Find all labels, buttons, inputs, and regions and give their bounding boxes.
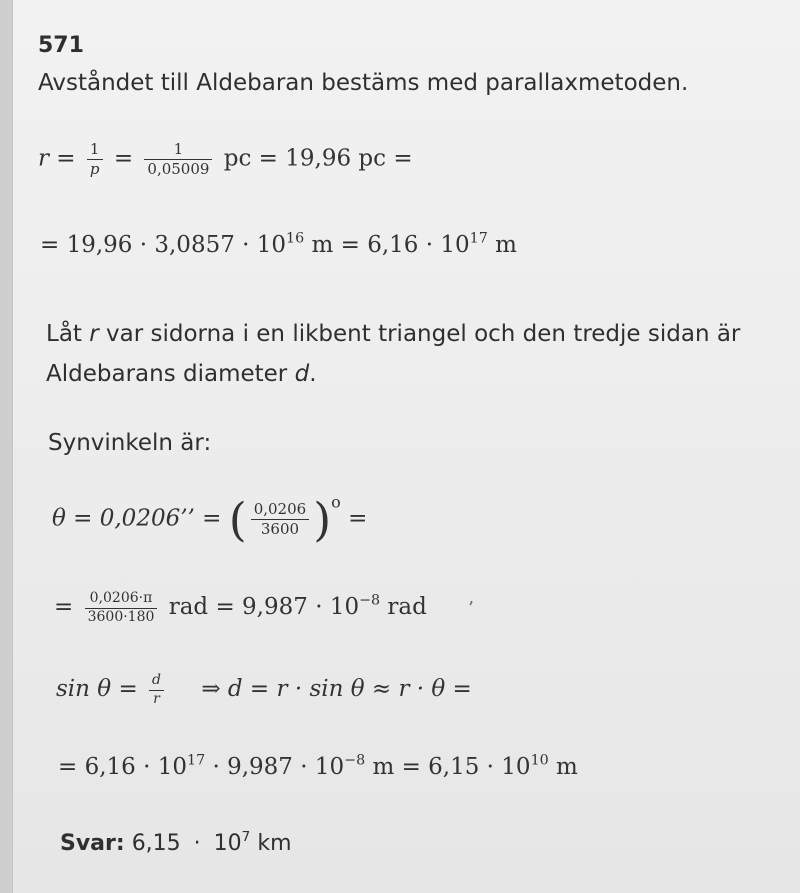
fraction-numerator: d — [149, 672, 164, 691]
answer-label: Svar: — [60, 831, 125, 856]
variable-d: d — [294, 361, 310, 387]
eq4-unit: rad — [387, 594, 427, 620]
page-edge — [0, 0, 13, 893]
text-run: . — [309, 361, 317, 387]
paragraph-line-1 — [46, 314, 740, 354]
paragraph-line-2 — [46, 354, 740, 394]
fraction-d-over-r — [149, 672, 164, 708]
close-paren: ) — [313, 492, 332, 547]
eq3-equals: = — [348, 505, 368, 532]
fraction-numerator: 0,0206·π — [85, 590, 158, 609]
eq2-exp-b: 17 — [469, 230, 488, 247]
eq4-equals: = — [54, 594, 74, 620]
equation-distance — [38, 140, 413, 179]
fraction-denominator: 3600 — [260, 519, 300, 538]
variable-r: r — [89, 321, 99, 347]
text-run: Aldebarans diameter — [46, 361, 288, 387]
eq2-part-a: = 19,96 · 3,0857 · 10 — [40, 232, 287, 258]
eq3-lhs: θ = 0,0206’’ = — [52, 505, 222, 532]
eq1-lhs: r = — [38, 145, 76, 172]
answer-exp: 7 — [241, 829, 251, 846]
eq1-rest: pc = 19,96 pc = — [223, 145, 413, 172]
fraction-denominator: 0,05009 — [147, 159, 210, 178]
fraction-numerator: 1 — [144, 140, 212, 160]
answer-dot: · — [193, 831, 201, 856]
fraction-numerator: 0,0206 — [251, 500, 310, 520]
fraction-radians — [85, 590, 158, 626]
eq6-part-c: m = 6,15 · 10 — [372, 754, 531, 780]
fraction-arcsec — [251, 500, 310, 539]
fraction-one-over-p — [87, 140, 103, 179]
eq4-exp: −8 — [359, 592, 381, 609]
eq5-rest: ⇒ d = r · sin θ ≈ r · θ = — [201, 676, 472, 702]
answer-value: 6,15 — [131, 831, 181, 856]
fraction-denominator: 3600·180 — [87, 608, 155, 625]
eq5-lhs: sin θ = — [56, 676, 138, 702]
eq6-part-b: · 9,987 · 10 — [212, 754, 345, 780]
eq2-exp-a: 16 — [286, 230, 305, 247]
stray-mark: ’ — [468, 598, 474, 619]
fraction-parallax — [144, 140, 212, 179]
eq6-exp-c: 10 — [530, 752, 549, 769]
equation-angle-radians — [54, 590, 474, 626]
eq2-unit: m — [495, 232, 517, 258]
eq6-exp-a: 17 — [187, 752, 206, 769]
fraction-denominator: p — [89, 159, 100, 178]
eq2-part-b: m = 6,16 · 10 — [311, 232, 470, 258]
fraction-numerator: 1 — [87, 140, 103, 160]
explanation-paragraph — [46, 314, 740, 394]
eq6-unit: m — [556, 754, 578, 780]
fraction-denominator: r — [153, 690, 160, 707]
equation-distance-meters — [40, 232, 517, 258]
degree-symbol: o — [331, 492, 341, 512]
equation-diameter — [58, 754, 578, 780]
eq6-part-a: = 6,16 · 10 — [58, 754, 187, 780]
text-run: Låt — [46, 321, 82, 347]
answer-base: 10 — [213, 831, 242, 856]
eq1-equals: = — [113, 145, 134, 172]
equation-angle-degrees — [52, 492, 368, 547]
open-paren: ( — [228, 492, 247, 547]
eq6-exp-b: −8 — [344, 752, 366, 769]
problem-intro: Avståndet till Aldebaran bestäms med parallaxmetoden. — [38, 70, 689, 96]
equation-sine — [56, 672, 472, 708]
text-run: var sidorna i en likbent triangel och den tredje sidan är — [106, 321, 741, 347]
angle-heading: Synvinkeln är: — [48, 430, 212, 456]
answer-line — [60, 831, 292, 856]
eq4-mid: rad = 9,987 · 10 — [168, 594, 360, 620]
problem-number: 571 — [38, 33, 84, 58]
answer-unit: km — [257, 831, 292, 856]
